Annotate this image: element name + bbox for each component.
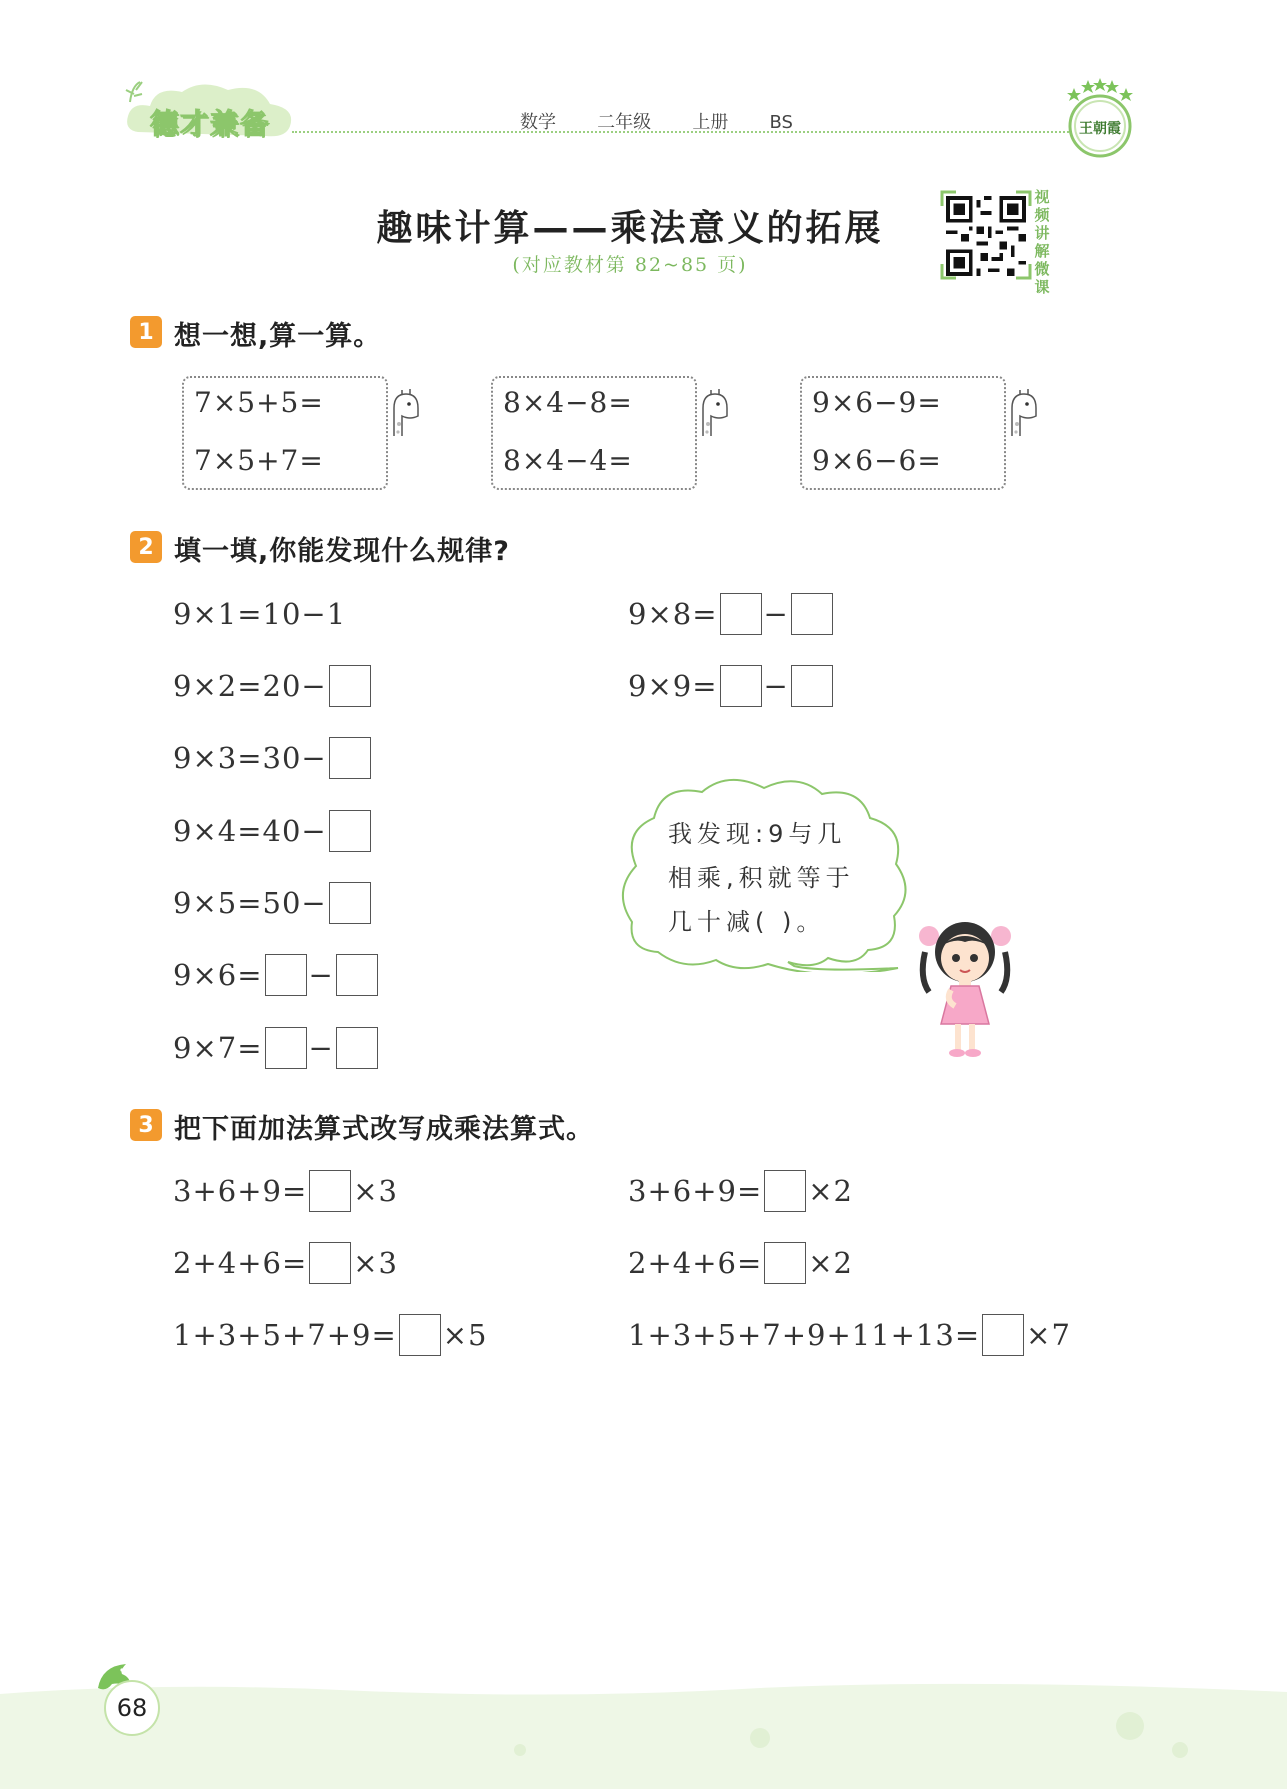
giraffe-icon [697, 386, 731, 438]
equation-text: 9×6= [173, 958, 263, 992]
footer-grass-decoration [0, 1680, 1287, 1789]
bubble-line-2: 相乘,积就等于 [668, 864, 855, 892]
bubble-line-1: 我发现:9与几 [668, 820, 847, 848]
page-title: 趣味计算——乘法意义的拓展 [376, 208, 884, 249]
minus-sign: − [308, 1031, 334, 1065]
section-3-title: 把下面加法算式改写成乘法算式。 [174, 1114, 594, 1145]
equation-text: 2+4+6= [628, 1246, 763, 1280]
q1-equation: 7×5+7= [194, 444, 324, 477]
answer-box[interactable] [791, 665, 833, 707]
answer-box[interactable] [329, 737, 371, 779]
q1-equation: 8×4−8= [503, 386, 633, 419]
equation-text: ×5 [442, 1318, 488, 1352]
answer-box[interactable] [336, 1027, 378, 1069]
minus-sign: − [763, 669, 789, 703]
girl-character-icon [915, 912, 1015, 1062]
header-subject-line: 数学 二年级 上册 BS [520, 112, 793, 133]
answer-box[interactable] [764, 1170, 806, 1212]
q2-equation-9 [628, 663, 835, 709]
bubble-line-3: 几十减( )。 [668, 908, 826, 936]
section-3-number: 3 [130, 1109, 162, 1141]
equation-text: 1+3+5+7+9= [173, 1318, 397, 1352]
q2-equation-2 [173, 663, 373, 709]
q1-equation: 7×5+5= [194, 386, 324, 419]
qr-code-icon[interactable] [946, 196, 1026, 276]
q3-equation-1 [173, 1168, 398, 1214]
equation-text: ×3 [353, 1246, 398, 1280]
equation-text: 9×1=10−1 [173, 597, 347, 631]
answer-box[interactable] [309, 1242, 351, 1284]
q2-equation-7 [173, 1025, 380, 1071]
equation-text: 3+6+9= [173, 1174, 308, 1208]
equation-text: 3+6+9= [628, 1174, 763, 1208]
q1-equation: 9×6−9= [812, 386, 942, 419]
section-2-number: 2 [130, 531, 162, 563]
q2-equation-8 [628, 591, 835, 637]
q2-equation-3 [173, 735, 373, 781]
qr-video-label: 视频讲解微课 [1034, 188, 1050, 296]
answer-box[interactable] [265, 954, 307, 996]
equation-text: ×2 [808, 1174, 853, 1208]
equation-text: ×2 [808, 1246, 853, 1280]
q3-equation-5 [628, 1240, 853, 1286]
page-subtitle: (对应教材第 82~85 页) [512, 254, 748, 276]
q2-equation-6 [173, 952, 380, 998]
section-1-number: 1 [130, 316, 162, 348]
equation-text: 9×2=20− [173, 669, 327, 703]
answer-box[interactable] [309, 1170, 351, 1212]
badge-label: 王朝霞 [1079, 121, 1121, 137]
brand-name: 德才兼备 [150, 107, 271, 140]
answer-box[interactable] [982, 1314, 1024, 1356]
section-2-title: 填一填,你能发现什么规律? [174, 536, 510, 567]
minus-sign: − [308, 958, 334, 992]
equation-text: 9×4=40− [173, 814, 327, 848]
q1-equation: 9×6−6= [812, 444, 942, 477]
q2-equation-1 [173, 591, 346, 637]
equation-text: 9×9= [628, 669, 718, 703]
equation-text: 1+3+5+7+9+11+13= [628, 1318, 981, 1352]
answer-box[interactable] [791, 593, 833, 635]
answer-box[interactable] [329, 882, 371, 924]
q3-equation-2 [173, 1240, 398, 1286]
giraffe-icon [388, 386, 422, 438]
q2-equation-5 [173, 880, 373, 926]
answer-box[interactable] [720, 593, 762, 635]
equation-text: ×3 [353, 1174, 398, 1208]
equation-text: 9×3=30− [173, 741, 327, 775]
q1-equation: 8×4−4= [503, 444, 633, 477]
equation-text: 9×5=50− [173, 886, 327, 920]
equation-text: 9×8= [628, 597, 718, 631]
page-number: 68 [104, 1680, 160, 1736]
answer-box[interactable] [265, 1027, 307, 1069]
equation-text: 2+4+6= [173, 1246, 308, 1280]
minus-sign: − [763, 597, 789, 631]
answer-box[interactable] [720, 665, 762, 707]
answer-box[interactable] [764, 1242, 806, 1284]
answer-box[interactable] [399, 1314, 441, 1356]
answer-box[interactable] [329, 665, 371, 707]
equation-text: 9×7= [173, 1031, 263, 1065]
equation-text: ×7 [1026, 1318, 1071, 1352]
q3-equation-4 [628, 1168, 853, 1214]
section-1-title: 想一想,算一算。 [174, 321, 382, 352]
answer-box[interactable] [329, 810, 371, 852]
q3-equation-3 [173, 1312, 488, 1358]
q3-equation-6 [628, 1312, 1071, 1358]
giraffe-icon [1006, 386, 1040, 438]
answer-box[interactable] [336, 954, 378, 996]
q2-equation-4 [173, 808, 373, 854]
